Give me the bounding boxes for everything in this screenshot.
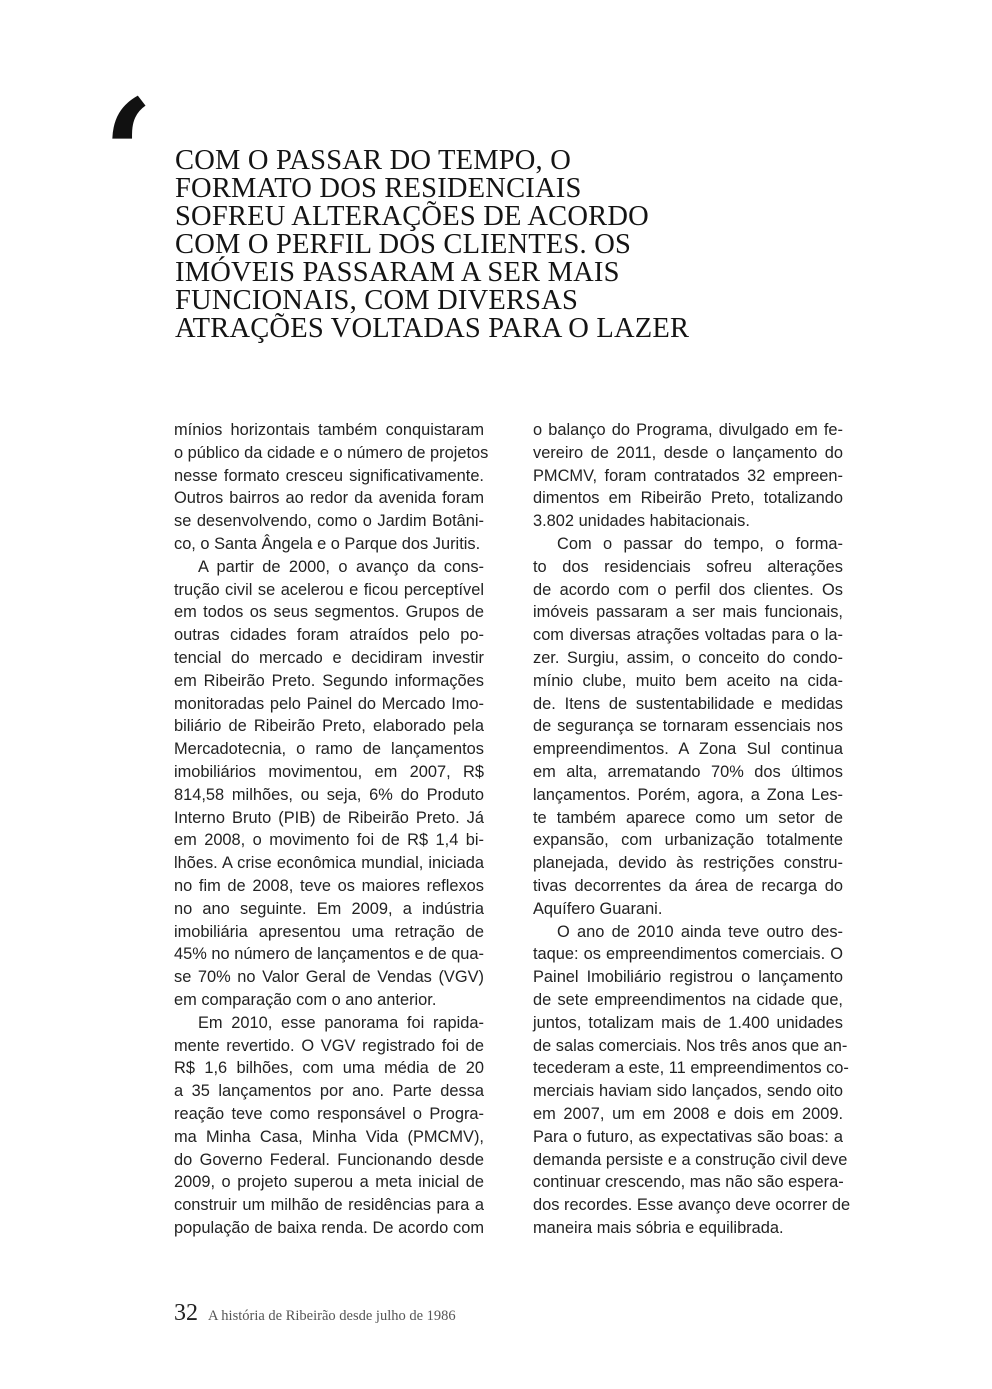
text-line: imobiliários movimentou, em 2007, R$ bbox=[174, 762, 484, 781]
text-line: reação teve como responsável o Progra- bbox=[174, 1104, 484, 1123]
text-line: 814,58 milhões, ou seja, 6% do Produto bbox=[174, 785, 484, 804]
text-line: to dos residenciais sofreu alterações bbox=[533, 557, 843, 576]
text-line: com diversas atrações voltadas para o la- bbox=[533, 626, 843, 645]
text-line: se desenvolvendo, como o Jardim Botâni- bbox=[174, 512, 484, 531]
pull-quote-line: SOFREU ALTERAÇÕES DE ACORDO bbox=[175, 201, 649, 232]
pull-quote-line: ATRAÇÕES VOLTADAS PARA O LAZER bbox=[175, 313, 690, 344]
text-line: de salas comerciais. Nos três anos que an- bbox=[533, 1036, 848, 1055]
text-line: o balanço do Programa, divulgado em fe- bbox=[533, 421, 843, 439]
text-line: Mercadotecnia, o ramo de lançamentos bbox=[174, 740, 484, 759]
text-line: lançamentos. Porém, agora, a Zona Les- bbox=[533, 785, 843, 804]
text-line: Em 2010, esse panorama foi rapida- bbox=[198, 1013, 484, 1032]
text-line: te também aparece como um setor de bbox=[533, 808, 843, 827]
text-line: a 35 lançamentos por ano. Parte dessa bbox=[174, 1082, 484, 1101]
pull-quote-line: FORMATO DOS RESIDENCIAIS bbox=[175, 173, 582, 204]
text-line: PMCMV, foram contratados 32 empreen- bbox=[533, 466, 843, 485]
text-line: continuar crescendo, mas não são espera- bbox=[533, 1173, 844, 1192]
text-line: Com o passar do tempo, o forma- bbox=[557, 534, 843, 553]
text-line: mente revertido. O VGV registrado foi de bbox=[174, 1036, 484, 1055]
text-line: ma Minha Casa, Minha Vida (PMCMV), bbox=[174, 1127, 484, 1146]
text-line: Painel Imobiliário registrou o lançamento bbox=[533, 968, 843, 987]
text-line: em 2007, um em 2008 e dois em 2009. bbox=[533, 1104, 843, 1123]
text-line: de segurança se tornaram essenciais nos bbox=[533, 717, 843, 736]
body-column-right bbox=[533, 419, 851, 1240]
text-line: maneira mais sóbria e equilibrada. bbox=[533, 1218, 784, 1237]
text-line: planejada, devido às restrições constru- bbox=[533, 854, 843, 873]
text-line: empreendimentos. A Zona Sul continua bbox=[533, 740, 843, 759]
page-footer bbox=[174, 1300, 456, 1327]
text-line: tivas decorrentes da área de recarga do bbox=[533, 876, 843, 895]
text-line: população de baixa renda. De acordo com bbox=[174, 1218, 484, 1237]
text-line: no ano seguinte. Em 2009, a indústria bbox=[174, 899, 484, 918]
text-line: tecederam a este, 11 empreendimentos co- bbox=[533, 1059, 849, 1078]
body-column-left bbox=[174, 419, 489, 1240]
pull-quote bbox=[175, 147, 735, 343]
text-line: no fim de 2008, teve os maiores reflexos bbox=[174, 876, 484, 895]
text-line: Interno Bruto (PIB) de Ribeirão Preto. Já bbox=[174, 808, 484, 827]
text-line: em comparação com o ano anterior. bbox=[174, 990, 437, 1009]
text-line: se 70% no Valor Geral de Vendas (VGV) bbox=[174, 968, 484, 987]
text-line: O ano de 2010 ainda teve outro des- bbox=[557, 922, 843, 941]
text-line: juntos, totalizam mais de 1.400 unidades bbox=[533, 1013, 843, 1032]
text-line: de. Itens de sustentabilidade e medidas bbox=[533, 694, 843, 713]
pull-quote-line: IMÓVEIS PASSARAM A SER MAIS bbox=[175, 257, 620, 288]
text-line: Aquífero Guarani. bbox=[533, 899, 663, 918]
text-line: lhões. A crise econômica mundial, iniciada bbox=[174, 854, 484, 873]
text-line: tencial do mercado e decidiram investir bbox=[174, 648, 484, 667]
text-line: biliário de Ribeirão Preto, elaborado pela bbox=[174, 717, 484, 736]
text-line: Outros bairros ao redor da avenida foram bbox=[174, 489, 484, 508]
text-line: de sete empreendimentos na cidade que, bbox=[533, 990, 843, 1009]
text-line: dimentos em Ribeirão Preto, totalizando bbox=[533, 489, 843, 508]
text-line: imóveis passaram a ser mais funcionais, bbox=[533, 603, 843, 622]
text-line: Para o futuro, as expectativas são boas: a bbox=[533, 1127, 843, 1146]
running-title: A história de Ribeirão desde julho de 1986 bbox=[208, 1308, 456, 1324]
text-line: taque: os empreendimentos comerciais. O bbox=[533, 945, 843, 964]
text-line: em alta, arrematando 70% dos últimos bbox=[533, 762, 843, 781]
text-line: zer. Surgiu, assim, o conceito do condo- bbox=[533, 648, 843, 667]
text-line: em Ribeirão Preto. Segundo informações bbox=[174, 671, 484, 690]
page-number: 32 bbox=[174, 1300, 198, 1326]
pull-quote-line: FUNCIONAIS, COM DIVERSAS bbox=[175, 285, 579, 316]
pull-quote-line: COM O PERFIL DOS CLIENTES. OS bbox=[175, 229, 632, 260]
text-line: 2009, o projeto superou a meta inicial de bbox=[174, 1173, 484, 1192]
quotation-mark-icon: ‘ bbox=[102, 67, 155, 243]
text-line: dos recordes. Esse avanço deve ocorrer de bbox=[533, 1196, 851, 1215]
text-line: de acordo com o perfil dos clientes. Os bbox=[533, 580, 843, 599]
text-line: do Governo Federal. Funcionando desde bbox=[174, 1150, 484, 1169]
text-line: construir um milhão de residências para a bbox=[174, 1196, 484, 1215]
text-line: trução civil se acelerou e ficou perceptível bbox=[174, 580, 484, 599]
text-line: outras cidades foram atraídos pelo po- bbox=[174, 626, 484, 645]
text-line: co, o Santa Ângela e o Parque dos Juritis. bbox=[174, 534, 481, 553]
text-line: imobiliária apresentou uma retração de bbox=[174, 922, 484, 941]
text-line: em todos os seus segmentos. Grupos de bbox=[174, 603, 484, 622]
text-line: R$ 1,6 bilhões, com uma média de 20 bbox=[174, 1059, 484, 1078]
text-line: o público da cidade e o número de projetos bbox=[174, 443, 489, 462]
text-line: expansão, com urbanização totalmente bbox=[533, 831, 843, 850]
text-line: mínios horizontais também conquistaram bbox=[174, 421, 484, 439]
text-line: 3.802 unidades habitacionais. bbox=[533, 512, 750, 531]
text-line: em 2008, o movimento foi de R$ 1,4 bi- bbox=[174, 831, 484, 850]
text-line: A partir de 2000, o avanço da cons- bbox=[198, 557, 484, 576]
pull-quote-line: COM O PASSAR DO TEMPO, O bbox=[175, 145, 571, 176]
text-line: monitoradas pelo Painel do Mercado Imo- bbox=[174, 694, 484, 713]
text-line: demanda persiste e a construção civil deve bbox=[533, 1150, 848, 1169]
text-line: merciais haviam sido lançados, sendo oito bbox=[533, 1082, 843, 1101]
text-line: mínio clube, muito bem aceito na cida- bbox=[533, 671, 843, 690]
text-line: vereiro de 2011, desde o lançamento do bbox=[533, 443, 843, 462]
text-line: nesse formato cresceu significativamente. bbox=[174, 466, 484, 485]
text-line: 45% no número de lançamentos e de qua- bbox=[174, 945, 484, 964]
